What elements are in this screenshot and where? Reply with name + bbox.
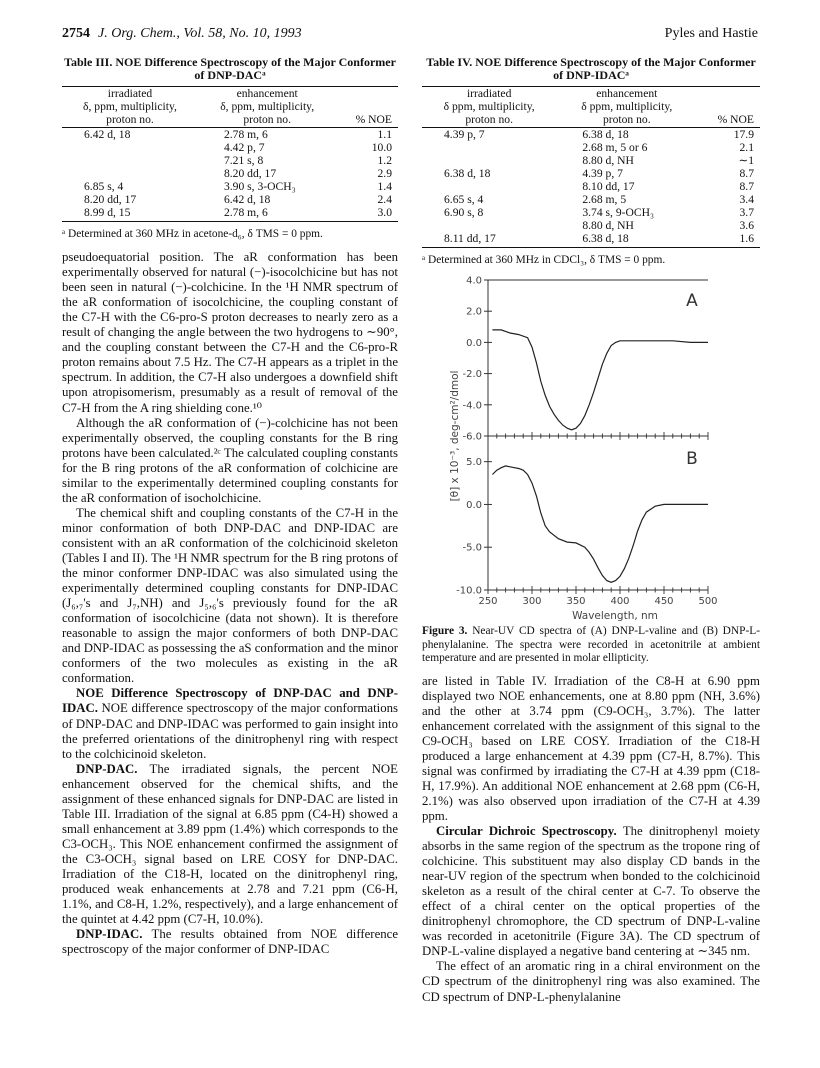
figure-caption-text: Near-UV CD spectra of (A) DNP-L-valine and (B) DNP-L-phenylalanine. The spectra were recorded in acetonitrile at ambient temperature and are presented in molar ellipticity.: [422, 625, 760, 665]
table4-head-irr-3: proton no.: [422, 113, 556, 128]
irradiated-cell: 6.38 d, 18: [444, 167, 491, 180]
enhancement-cell: 4.39 p, 7: [582, 167, 623, 180]
paragraph-idac-section: [62, 927, 398, 957]
enhancement-cell: 6.42 d, 18: [223, 193, 271, 206]
irradiated-cell: [422, 141, 556, 154]
right-column: [422, 52, 760, 1005]
table3: [62, 86, 398, 222]
enhancement-cell: 8.80 d, NH: [582, 154, 634, 167]
left-column: [62, 52, 398, 957]
irradiated-cell: [62, 141, 198, 154]
table-row: [422, 128, 760, 142]
table-row: [422, 193, 760, 206]
paragraph: are listed in Table IV. Irradiation of the C8-H at 6.90 ppm displayed two NOE enhancements, one at 8.80 ppm (NH, 3.6%) and the other at 3.74 ppm (C9-OCH₃, 3.7%). The latter enhancement correlated with the assignment of this signal to the C9-OCH₃ based on LRE COSY. Irradiation of the C18-H produced a large enhancement at 4.39 ppm (C7-H, 8.7%). This signal was confirmed by irradiating the C7-H at 4.39 ppm (C18-H, 17.9%). An additional NOE enhancement at 2.68 ppm (C6-H, 2.1%) was also observed upon irradiation of the C7-H at 4.39 ppm.: [422, 673, 760, 823]
table4-head-noe: % NOE: [697, 113, 760, 128]
irradiated-cell: [422, 154, 556, 167]
table4-head-enh-1: enhancement: [596, 87, 658, 100]
table3-footnote: ᵃ Determined at 360 MHz in acetone-d₆, δ TMS = 0 ppm.: [62, 228, 323, 240]
irradiated-cell: [62, 154, 198, 167]
table3-caption: Table III. NOE Difference Spectroscopy of the Major Conformer of DNP-DACᵃ: [64, 55, 396, 82]
y-tick-label: 2.0: [466, 306, 482, 318]
table4-footnote: ᵃ Determined at 360 MHz in CDCl₃, δ TMS = 0 ppm.: [422, 254, 666, 266]
y-tick-label: 0.0: [466, 499, 482, 511]
noe-percent-cell: 1.6: [697, 232, 760, 248]
figure-caption: [422, 625, 760, 666]
section-text-idac: The results obtained from NOE difference spectroscopy of the major conformer of DNP-IDAC: [62, 927, 399, 957]
noe-percent-cell: 2.4: [377, 193, 392, 206]
noe-percent-cell: ∼1: [738, 154, 754, 167]
section-heading-dac: DNP-DAC.: [76, 761, 138, 776]
section-text-noe: NOE difference spectroscopy of the major conformations of DNP-DAC and DNP-IDAC was performed to gain insight into the preferred orientations of the dinitrophenyl ring with respect to the colchicinoid skeleton.: [62, 701, 398, 761]
irradiated-cell: 6.90 s, 8: [444, 206, 484, 219]
enhancement-cell: 2.78 m, 6: [198, 206, 336, 222]
enhancement-cell: 8.10 dd, 17: [582, 180, 635, 193]
irradiated-cell: 8.20 dd, 17: [84, 193, 137, 206]
noe-percent-cell: 1.2: [377, 154, 392, 167]
noe-percent-cell: 8.7: [739, 167, 754, 180]
table-row: [62, 128, 398, 142]
x-tick-label: 500: [698, 596, 718, 608]
section-text-cd: The dinitrophenyl moiety absorbs in the same region of the spectrum as the tropone ring of colchicine. This substituent may also display CD bands in the near-UV region of the spectrum when bonded to the colchicinoid skeleton as a result of the chiral center at C-7. To observe the effect of a chiral center on the optical properties of the dinitrophenyl chromophore, the CD spectrum of DNP-L-valine was recorded in acetonitrile (Figure 3A). The CD spectrum of DNP-L-valine displayed a negative band centering at ∼345 nm.: [422, 824, 760, 959]
table4-head-irr-1: irradiated: [466, 87, 512, 100]
paragraph-cd-section: [422, 824, 760, 959]
paragraph: Although the aR conformation of (−)-colchicine has not been experimentally observed, the coupling constants for the B ring protons have been calculated.²ᶜ The calculated coupling constants for the B ring protons of the aR conformation of colchicine are similar to the experimentally determined coupling constants for the aR conformation of isocholchicine.: [62, 415, 398, 505]
irradiated-cell: 6.85 s, 4: [84, 180, 124, 193]
panel-label: A: [686, 291, 698, 312]
noe-percent-cell: 10.0: [371, 141, 392, 154]
y-tick-label: 5.0: [466, 457, 482, 469]
table4-head-enh-2: δ ppm, multiplicity,: [581, 100, 673, 113]
table3-head-noe: % NOE: [336, 113, 398, 128]
paragraph-noe-section: [62, 686, 398, 761]
header-authors: Pyles and Hastie: [664, 26, 758, 41]
section-heading-cd: Circular Dichroic Spectroscopy.: [436, 824, 617, 839]
enhancement-cell: 8.20 dd, 17: [223, 167, 277, 180]
table4-body: [422, 128, 760, 248]
irradiated-cell: 8.11 dd, 17: [422, 232, 556, 248]
table-row: [422, 154, 760, 167]
paragraph-dac-section: [62, 762, 398, 928]
header-left: [62, 26, 302, 42]
irradiated-cell: 6.42 d, 18: [84, 128, 131, 141]
paragraph: pseudoequatorial position. The aR conformation has been experimentally observed for natural (−)-isocolchicine but has not been seen in natural (−)-colchicine. In the ¹H NMR spectrum of the aR conformation of isocolchicine, the coupling constant of the C7-H with the C6-pro-S proton decreases to nearly zero as a result of changing the angle between the two hydrogens to ∼90°, and the coupling constant between the C7-H and the C6-pro-R proton remains about 7.5 Hz. The C7-H appears as a triplet in the spectrum. In addition, the C7-H also undergoes a downfield shift upon atropisomerism, presumably as a result of removal of the C7-H from the A ring shielding cone.¹⁰: [62, 250, 398, 415]
noe-percent-cell: 1.1: [377, 128, 392, 141]
enhancement-cell: 4.42 p, 7: [223, 141, 265, 154]
enhancement-cell: 2.68 m, 5: [582, 193, 627, 206]
table-row: [62, 193, 398, 206]
noe-percent-cell: 3.7: [739, 206, 754, 219]
enhancement-cell: 2.78 m, 6: [223, 128, 268, 141]
noe-percent-cell: 2.1: [739, 141, 754, 154]
irradiated-cell: 8.99 d, 15: [62, 206, 198, 222]
table3-body: [62, 128, 398, 222]
table3-head-irr-3: proton no.: [62, 113, 198, 128]
noe-percent-cell: 8.7: [739, 180, 754, 193]
x-tick-label: 350: [566, 596, 586, 608]
noe-percent-cell: 3.6: [739, 219, 754, 232]
table4-head-irr-2: δ ppm, multiplicity,: [443, 100, 535, 113]
y-tick-label: -5.0: [462, 542, 482, 554]
table-row: [422, 167, 760, 180]
y-tick-label: 4.0: [466, 276, 482, 287]
x-tick-label: 300: [522, 596, 542, 608]
enhancement-cell: 6.38 d, 18: [582, 128, 629, 141]
irradiated-cell: [422, 180, 556, 193]
irradiated-cell: [62, 167, 198, 180]
table-row: [62, 206, 398, 222]
figure-3: [422, 276, 760, 621]
y-axis-label: [θ] x 10⁻³, deg-cm²/dmol: [449, 370, 461, 502]
table-row: [62, 180, 398, 193]
section-heading-idac: DNP-IDAC.: [76, 927, 143, 942]
x-tick-label: 450: [654, 596, 674, 608]
table3-head-irr-1: irradiated: [107, 87, 153, 100]
enhancement-cell: 2.68 m, 5 or 6: [582, 141, 648, 154]
enhancement-cell: 3.74 s, 9-OCH₃: [582, 206, 655, 219]
enhancement-cell: 8.80 d, NH: [582, 219, 634, 232]
irradiated-cell: 4.39 p, 7: [444, 128, 485, 141]
table3-head-enh-1: enhancement: [236, 87, 298, 100]
table-row: [62, 167, 398, 180]
table-row: [422, 141, 760, 154]
irradiated-cell: [422, 219, 556, 232]
table3-head-enh-3: proton no.: [198, 113, 336, 128]
noe-percent-cell: 17.9: [733, 128, 754, 141]
table3-head-irr-2: δ, ppm, multiplicity,: [83, 100, 177, 113]
table-row: [62, 154, 398, 167]
noe-percent-cell: 1.4: [377, 180, 392, 193]
cd-curve: [492, 466, 708, 582]
table-row: [422, 180, 760, 193]
enhancement-cell: 7.21 s, 8: [223, 154, 264, 167]
x-tick-label: 400: [610, 596, 630, 608]
table4-head-enh-3: proton no.: [556, 113, 697, 128]
journal-citation: J. Org. Chem., Vol. 58, No. 10, 1993: [98, 26, 302, 41]
figure-caption-label: Figure 3.: [422, 625, 468, 638]
panel-label: B: [686, 449, 698, 470]
y-tick-label: -10.0: [456, 585, 482, 597]
table-row: [422, 219, 760, 232]
y-tick-label: -2.0: [462, 369, 482, 381]
y-tick-label: -4.0: [462, 400, 482, 412]
noe-percent-cell: 2.9: [377, 167, 392, 180]
noe-percent-cell: 3.0: [336, 206, 398, 222]
y-tick-label: 0.0: [466, 337, 482, 349]
cd-spectra-chart: [422, 276, 760, 621]
x-axis-label: Wavelength, nm: [572, 610, 658, 622]
table4-caption: Table IV. NOE Difference Spectroscopy of the Major Conformer of DNP-IDACᵃ: [426, 55, 756, 82]
y-tick-label: -6.0: [462, 431, 482, 443]
table-row: [422, 232, 760, 248]
irradiated-cell: 6.65 s, 4: [444, 193, 484, 206]
paragraph: The effect of an aromatic ring in a chiral environment on the CD spectrum of the dinitrophenyl ring was also examined. The CD spectrum of DNP-L-phenylalanine: [422, 959, 760, 1004]
cd-curve: [492, 330, 708, 430]
noe-percent-cell: 3.4: [739, 193, 754, 206]
x-tick-label: 250: [478, 596, 498, 608]
enhancement-cell: 6.38 d, 18: [556, 232, 697, 248]
running-header: [62, 26, 758, 44]
page-number: 2754: [62, 26, 90, 41]
enhancement-cell: 3.90 s, 3-OCH₃: [223, 180, 296, 193]
table-row: [422, 206, 760, 219]
section-heading-noe: NOE Difference Spectroscopy of DNP-DAC and DNP-IDAC.: [62, 686, 398, 716]
paragraph: The chemical shift and coupling constants of the C7-H in the minor conformation of both DNP-DAC and DNP-IDAC are consistent with an aR conformation of the colchicinoid skeleton (Tables I and II). The ¹H NMR spectrum for the B ring protons of the minor conformer DNP-IDAC was also simulated using the experimentally determined coupling constants for DNP-IDAC (J₆,₇'s and J₇,NH) and J₅,₆'s previously found for the aR conformation of isocolchicine (data not shown). It is therefore reasonable to assign the major conformers of both DNP-DAC and DNP-IDAC as possessing the aS conformation and the minor conformers of the two molecules as existing in the aR conformation.: [62, 505, 398, 686]
section-text-dac: The irradiated signals, the percent NOE enhancement observed for the chemical shifts, and the assignment of these enhanced signals for DNP-DAC are listed in Table III. Irradiation of the signal at 6.85 ppm (C4-H) showed a small enhancement at 3.89 ppm (1.4%) which corresponds to the C3-OCH₃. This NOE enhancement confirmed the assignment of the C3-OCH₃ signal based on LRE COSY for DNP-DAC. Irradiation of the C18-H, located on the dinitrophenyl ring, produced weak enhancements at 2.78 and 7.21 ppm (C6-H, 1.1%, and C8-H, 1.2%, respectively), and a large enhancement of the quintet at 4.42 ppm (C7-H, 10.0%).: [62, 761, 398, 927]
table-row: [62, 141, 398, 154]
table4: [422, 86, 760, 248]
table3-head-enh-2: δ, ppm, multiplicity,: [220, 100, 315, 113]
